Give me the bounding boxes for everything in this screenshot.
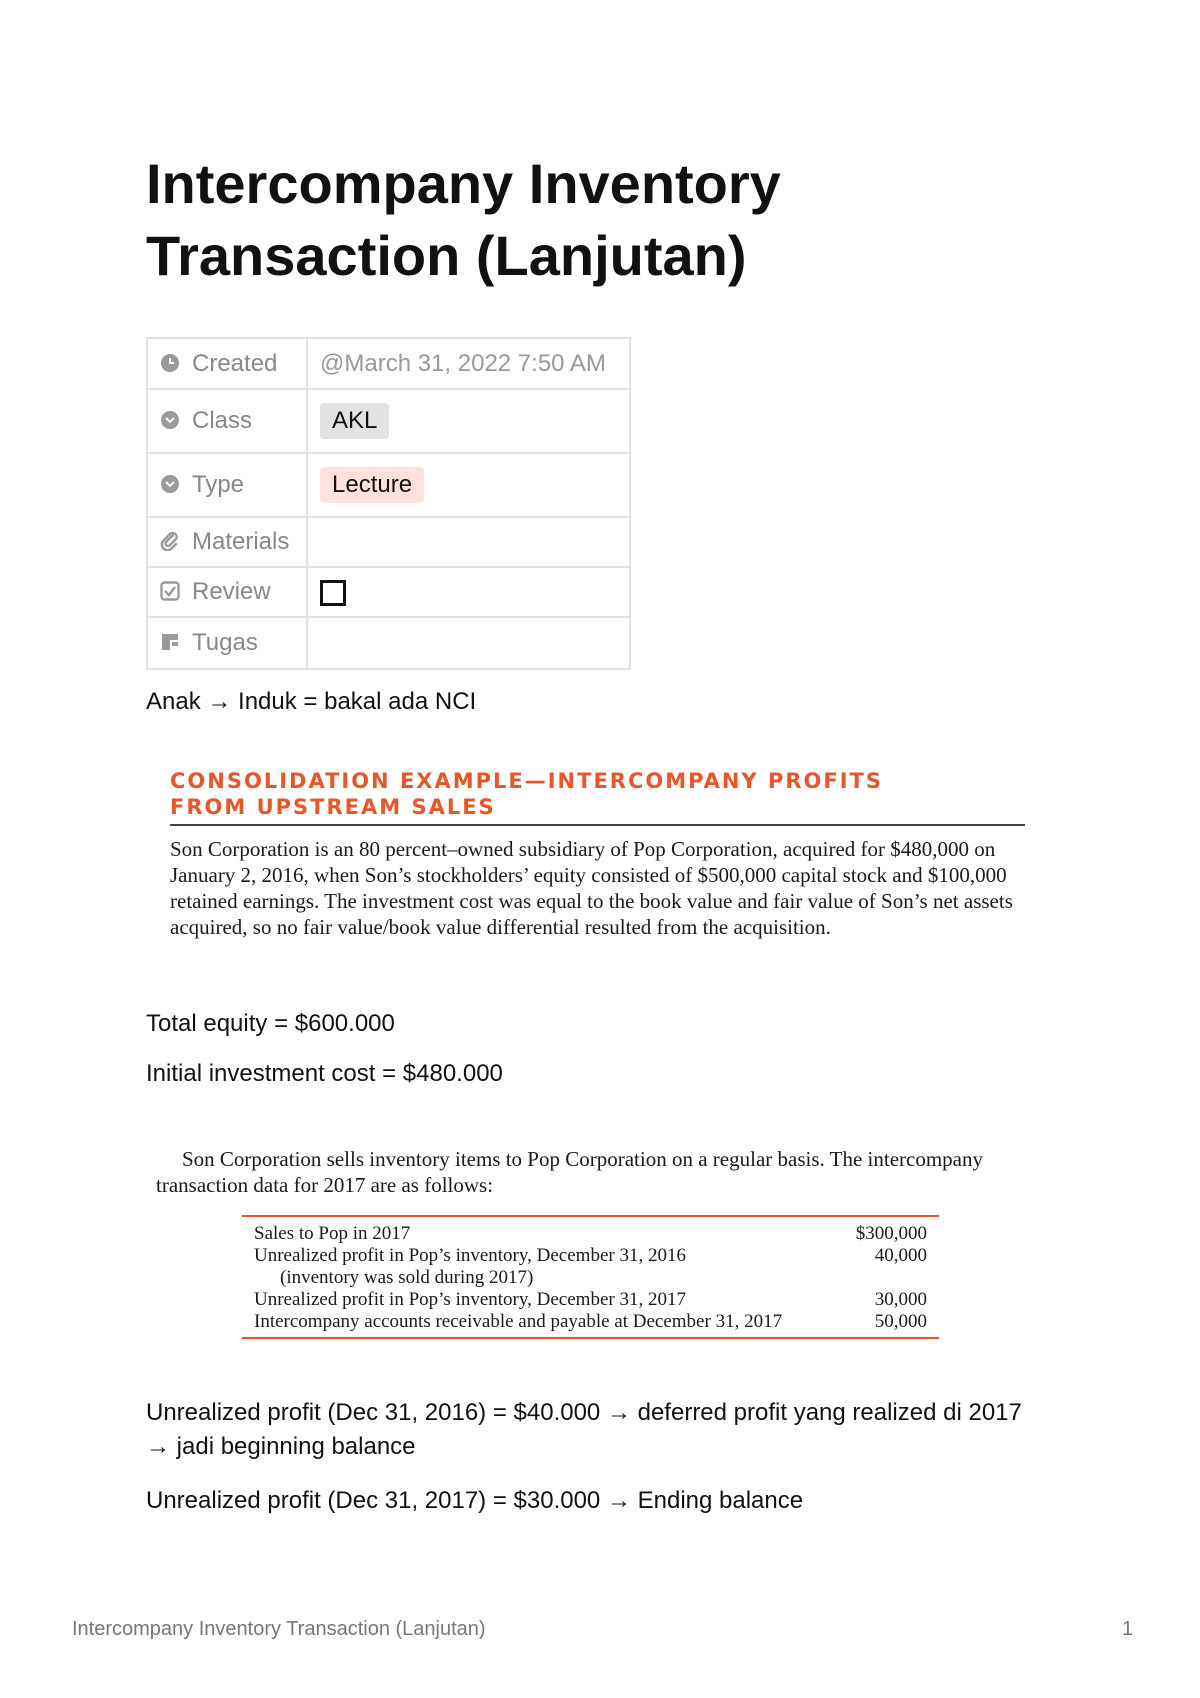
note-unrealized-2016: Unrealized profit (Dec 31, 2016) = $40.000 → deferred profit yang realized di 2017 → jadi beginning balance xyxy=(146,1399,1022,1460)
page-title-line-1: Intercompany Inventory xyxy=(146,152,781,215)
footer-title: Intercompany Inventory Transaction (Lanjutan) xyxy=(72,1618,486,1640)
example-body: Son Corporation is an 80 percent–owned subsidiary of Pop Corporation, acquired for $480,000 on January 2, 2016, when Son’s stockholders’ equity consisted of $500,000 capital stock and $100,000 retained earnings. The investment cost was equal to the book value and fair value of Son’s net assets acquired, so no fair value/book value differential resulted from the acquisition. xyxy=(170,837,1013,939)
property-key-materials xyxy=(147,517,307,567)
table-row xyxy=(242,1245,939,1267)
row-amount: $300,000 xyxy=(855,1223,927,1244)
row-label: Unrealized profit in Pop’s inventory, December 31, 2016 xyxy=(254,1245,686,1266)
property-label: Review xyxy=(192,578,271,605)
row-amount: 30,000 xyxy=(874,1289,927,1310)
property-key-type xyxy=(147,453,307,517)
example-heading-rule xyxy=(170,824,1025,826)
property-value-class xyxy=(307,389,630,453)
example-intro-line-2: transaction data for 2017 are as follows: xyxy=(156,1173,494,1197)
row-amount xyxy=(837,1267,927,1289)
property-value-tugas[interactable] xyxy=(307,617,630,669)
row-label: Sales to Pop in 2017 xyxy=(254,1223,411,1244)
property-key-created xyxy=(147,338,307,389)
property-row-materials xyxy=(147,517,630,567)
property-label: Class xyxy=(192,407,253,434)
select-property-icon xyxy=(160,410,180,430)
property-label: Created xyxy=(192,349,278,377)
row-label: Unrealized profit in Pop’s inventory, December 31, 2017 xyxy=(254,1289,686,1310)
property-label: Materials xyxy=(192,528,290,555)
property-label: Type xyxy=(192,471,245,498)
property-key-class xyxy=(147,389,307,453)
relation-icon xyxy=(160,632,180,652)
example-heading-line-1: CONSOLIDATION EXAMPLE—INTERCOMPANY PROFITS xyxy=(170,769,883,793)
property-row-review xyxy=(147,567,630,617)
select-property-icon xyxy=(160,474,180,494)
property-key-tugas xyxy=(147,617,307,669)
property-value-materials[interactable] xyxy=(307,517,630,567)
property-row-tugas xyxy=(147,617,630,669)
example-heading-line-2: FROM UPSTREAM SALES xyxy=(170,795,496,819)
page-title-line-2: Transaction (Lanjutan) xyxy=(146,224,747,287)
note-unrealized-2017: Unrealized profit (Dec 31, 2017) = $30.000 → Ending balance xyxy=(146,1487,804,1514)
properties-table xyxy=(146,337,631,670)
row-amount: 50,000 xyxy=(874,1311,927,1332)
table-row xyxy=(242,1311,939,1333)
table-row xyxy=(242,1223,939,1245)
property-value-type xyxy=(307,453,630,517)
example-intro xyxy=(156,1146,1026,1198)
property-row-class xyxy=(147,389,630,453)
page-title xyxy=(146,148,1046,292)
property-value-review xyxy=(307,567,630,617)
property-row-type xyxy=(147,453,630,517)
paperclip-icon xyxy=(160,531,180,551)
intercompany-data-table xyxy=(242,1215,939,1339)
property-key-review xyxy=(147,567,307,617)
note-total-equity: Total equity = $600.000 xyxy=(146,1010,395,1037)
row-label: (inventory was sold during 2017) xyxy=(280,1267,534,1288)
review-checkbox[interactable] xyxy=(320,580,346,606)
table-row xyxy=(242,1267,939,1289)
table-row xyxy=(242,1289,939,1311)
class-tag[interactable]: AKL xyxy=(320,403,389,439)
row-label: Intercompany accounts receivable and payable at December 31, 2017 xyxy=(254,1311,783,1332)
footer-page-number: 1 xyxy=(1122,1618,1134,1640)
property-row-created xyxy=(147,338,630,389)
checkbox-property-icon xyxy=(160,581,180,601)
type-tag[interactable]: Lecture xyxy=(320,467,424,503)
clock-icon xyxy=(160,353,180,373)
note-nci: Anak → Induk = bakal ada NCI xyxy=(146,688,477,715)
example-intro-line-1: Son Corporation sells inventory items to Pop Corporation on a regular basis. The intercompany xyxy=(182,1147,983,1171)
property-value-created[interactable]: @March 31, 2022 7:50 AM xyxy=(307,338,630,389)
note-initial-cost: Initial investment cost = $480.000 xyxy=(146,1060,503,1087)
consolidation-example xyxy=(170,768,1025,940)
row-amount: 40,000 xyxy=(874,1245,927,1266)
property-label: Tugas xyxy=(192,629,258,656)
